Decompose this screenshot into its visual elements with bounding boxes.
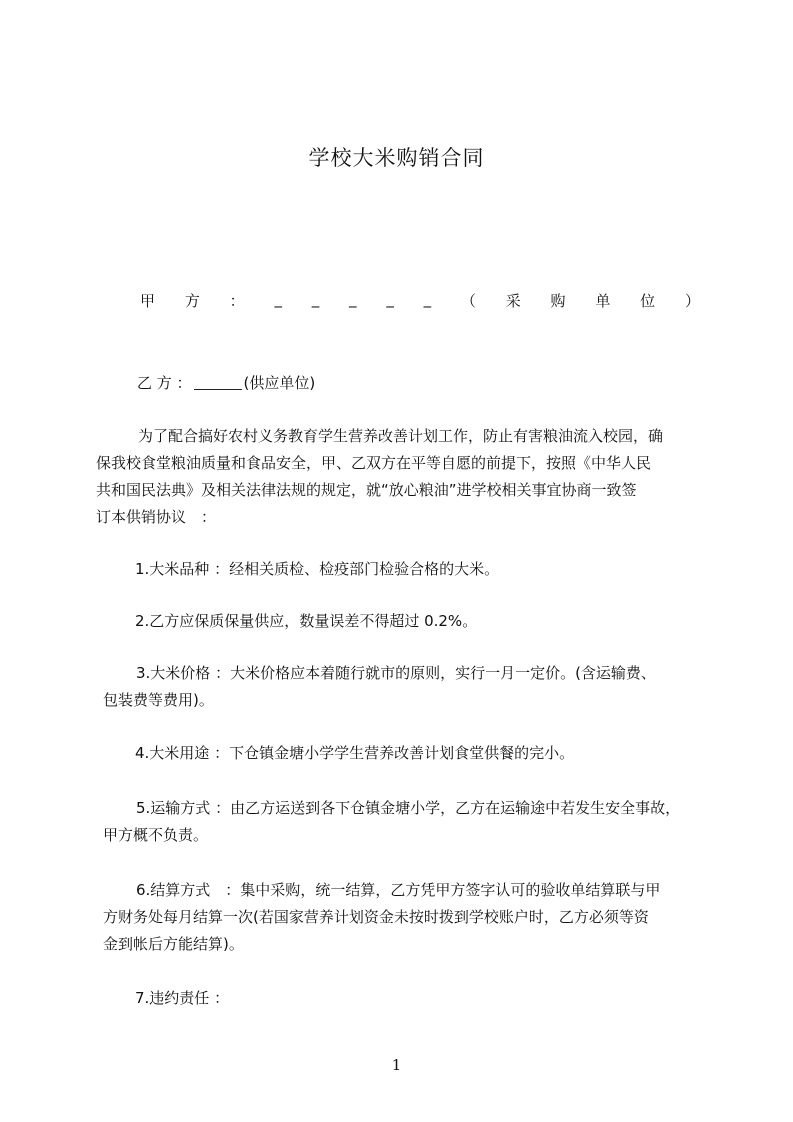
clause-3-line: 3.大米价格 ：大米价格应本着随行就市的原则，实行一月一定价。(含运输费、 <box>136 664 656 682</box>
clause-5 <box>103 795 723 849</box>
clause-6-line: 金到帐后方能结算)。 <box>103 935 244 953</box>
party-a-char: ） <box>684 292 700 310</box>
party-a-char: _ <box>311 290 320 308</box>
clause-4: 4.大米用途 ：下仓镇金塘小学学生营养改善计划食堂供餐的完小。 <box>135 744 575 762</box>
page-number: 1 <box>391 1056 402 1074</box>
party-a-char: _ <box>423 290 432 308</box>
party-a-char: 方 <box>184 292 200 310</box>
clause-6-line: 6.结算方式 ：集中采购，统一结算，乙方凭甲方签字认可的验收单结算联与甲 <box>136 881 661 899</box>
party-a-char: 采 <box>505 292 521 310</box>
party-a-char: _ <box>386 290 394 308</box>
clause-5-line: 甲方概不负责。 <box>103 826 209 844</box>
clause-3-line: 包装费等费用)。 <box>103 691 214 709</box>
party-a-char: 单 <box>595 292 611 310</box>
page-title: 学校大米购销合同 <box>308 146 485 170</box>
party-a-char: _ <box>274 290 282 308</box>
party-a-char: 购 <box>550 292 566 310</box>
party-a-line <box>140 290 700 311</box>
intro-line: 为了配合搞好农村义务教育学生营养改善计划工作，防止有害粮油流入校园，确 <box>138 427 664 445</box>
party-b-suffix: (供应单位) <box>243 374 316 392</box>
party-a-char: 甲 <box>140 292 156 310</box>
clause-1: 1.大米品种 ：经相关质检、检疫部门检验合格的大米。 <box>135 560 500 578</box>
clause-2: 2.乙方应保质保量供应，数量误差不得超过 0.2%。 <box>135 612 478 630</box>
intro-paragraph <box>96 423 706 531</box>
clause-5-line: 5.运输方式 ：由乙方运送到各下仓镇金塘小学，乙方在运输途中若发生安全事故， <box>136 799 681 817</box>
party-b-line <box>137 372 315 393</box>
party-a-char: 位 <box>640 292 656 310</box>
clause-6-line: 方财务处每月结算一次(若国家营养计划资金未按时拨到学校账户时，乙方必须等资 <box>103 908 649 926</box>
clause-3 <box>103 660 713 714</box>
party-a-char: （ <box>460 292 476 310</box>
clause-7: 7.违约责任 ： <box>135 989 230 1007</box>
party-b-blank <box>194 375 242 390</box>
party-a-char: _ <box>349 290 357 308</box>
party-b-label: 乙 方 ： <box>137 374 192 392</box>
intro-line: 订本供销协议 ： <box>96 508 217 526</box>
intro-line: 共和国民法典》及相关法律法规的规定，就“放心粮油”进学校相关事宜协商一致签 <box>96 481 637 499</box>
party-a-char: ： <box>229 292 245 310</box>
clause-6 <box>103 877 713 958</box>
intro-line: 保我校食堂粮油质量和食品安全，甲、乙双方在平等自愿的前提下，按照《中华人民 <box>96 454 652 472</box>
